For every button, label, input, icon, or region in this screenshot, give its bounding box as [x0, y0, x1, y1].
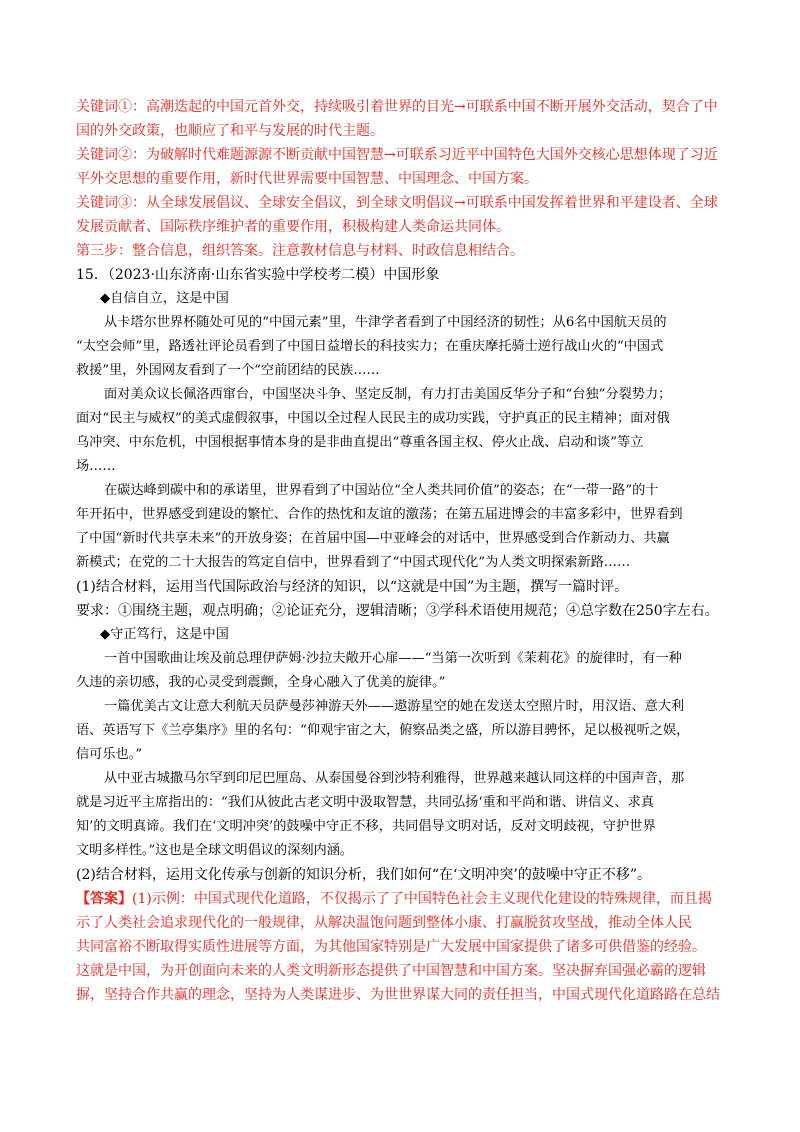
paragraph-line: 救援”里，外国网友看到了一个“空前团结的民族…… — [76, 363, 380, 378]
material-paragraph-6 — [76, 767, 726, 863]
material-paragraph-2 — [76, 383, 726, 479]
paragraph-line: 新模式；在党的二十大报告的笃定自信中，世界看到了“中国式现代化”为人类文明探索新路…… — [76, 555, 631, 570]
requirements: 要求：①围绕主题，观点明确；②论证充分，逻辑清晰；③学科术语使用规范；④总字数在250字左右。 — [76, 603, 719, 619]
sub-question-2: (2)结合材料，运用文化传承与创新的知识分析，我们如何“在‘文明冲突’的鼓噪中守正不移”。 — [76, 867, 652, 883]
paragraph-line: 从中亚古城撒马尔罕到印尼巴厘岛、从泰国曼谷到沙特利雅得，世界越来越认同这样的中国声音，那 — [104, 771, 685, 786]
paragraph-line: 语、英语写下《兰亭集序》里的名句：“仰观宇宙之大，俯察品类之盛，所以游目骋怀，足以极视听之娱， — [76, 723, 690, 738]
paragraph-line: 从卡塔尔世界杯随处可见的“中国元素”里，牛津学者看到了中国经济的韧性；从6名中国航天员的 — [104, 315, 667, 330]
keyword-3-line-2: 发展贡献者、国际秩序维护者的重要作用，积极构建人类命运共同体。 — [76, 219, 510, 235]
paragraph-line: 知’的文明真谛。我们在‘文明冲突’的鼓噪中守正不移，共同倡导文明对话，反对文明歧视，守护世界 — [76, 819, 656, 834]
keyword-2-line-2: 平外交思想的重要作用，新时代世界需要中国智慧、中国理念、中国方案。 — [76, 171, 538, 187]
keyword-3 — [76, 191, 726, 239]
section-2-title: ◆守正笃行，这是中国 — [100, 627, 229, 642]
answer-line: 这就是中国，为开创面向未来的人类文明新形态提供了中国智慧和中国方案。坚决摒弃国强必霸的逻辑 — [76, 963, 706, 979]
step-3: 第三步：整合信息，组织答案。注意教材信息与材料、时政信息相结合。 — [76, 243, 524, 259]
keyword-2 — [76, 143, 726, 191]
paragraph-line: 了中国“新时代共享未来”的开放身姿；在首届中国—中亚峰会的对话中，世界感受到合作新动力、共赢 — [76, 531, 670, 546]
material-paragraph-5 — [76, 695, 726, 767]
keyword-1 — [76, 95, 726, 143]
material-paragraph-4 — [76, 647, 726, 695]
answer-line-1 — [76, 887, 726, 911]
answer-block — [76, 887, 726, 1007]
sub-question-1: (1)结合材料，运用当代国际政治与经济的知识，以“这就是中国”为主题，撰写一篇时评。 — [76, 579, 629, 595]
paragraph-line: 就是习近平主席指出的：“我们从彼此古老文明中汲取智慧，共同弘扬‘重和平尚和谐、讲信义、求真 — [76, 795, 654, 810]
paragraph-line: 面对“民主与威权”的美式虚假叙事，中国以全过程人民民主的成功实践，守护真正的民主精神；面对俄 — [76, 411, 670, 426]
answer-line: 摒，坚持合作共赢的理念，坚持为人类谋进步、为世世界谋大同的责任担当，中国式现代化道路路在总结 — [76, 987, 720, 1003]
paragraph-line: 文明多样性。”这也是全球文明倡议的深刻内涵。 — [76, 843, 354, 858]
keyword-1-line-1: 关键词①：高潮迭起的中国元首外交，持续吸引着世界的目光→可联系中国不断开展外交活动，契合了中 — [76, 99, 718, 115]
paragraph-line: 在碳达峰到碳中和的承诺里，世界看到了中国站位“全人类共同价值”的姿态；在“一带一路”的十 — [104, 483, 659, 498]
material-paragraph-1 — [76, 311, 726, 383]
keyword-1-line-2: 国的外交政策，也顺应了和平与发展的时代主题。 — [76, 123, 384, 139]
answer-tag: 【答案】 — [76, 891, 132, 907]
paragraph-line: 一篇优美古文让意大利航天员萨曼莎神游天外——遨游星空的她在发送太空照片时，用汉语、意大利 — [104, 699, 685, 714]
paragraph-line: 场…… — [76, 459, 116, 474]
document-body — [76, 95, 726, 1007]
material-paragraph-3 — [76, 479, 726, 575]
paragraph-line: 一首中国歌曲让埃及前总理伊萨姆·沙拉夫敞开心扉——“当第一次听到《茉莉花》的旋律时，有一种 — [104, 651, 682, 666]
section-1-title: ◆自信自立，这是中国 — [100, 291, 229, 306]
paragraph-line: 面对美众议长佩洛西窜台，中国坚决斗争、坚定反制，有力打击美国反华分子和“台独”分裂势力； — [104, 387, 672, 402]
paragraph-line: “太空会师”里，路透社评论员看到了中国日益增长的科技实力；在重庆摩托骑士逆行战山火的“中国式 — [76, 339, 664, 354]
paragraph-line: 久违的亲切感，我的心灵受到震颤，全身心融入了优美的旋律。” — [76, 675, 446, 690]
paragraph-line: 乌冲突、中东危机，中国根据事情本身的是非曲直提出“尊重各国主权、停火止战、启动和谈”等立 — [76, 435, 644, 450]
paragraph-line: 信可乐也。” — [76, 747, 143, 762]
question-header: 15．（2023·山东济南·山东省实验中学校考二模）中国形象 — [76, 267, 440, 283]
answer-line: 共同富裕不断取得实质性进展等方面，为其他国家特别是广大发展中国家提供了诸多可供借鉴的经验。 — [76, 939, 706, 955]
answer-line: 示了人类社会追求现代化的一般规律，从解决温饱问题到整体小康、打赢脱贫攻坚战，推动全体人民 — [76, 915, 692, 931]
keyword-2-line-1: 关键词②：为破解时代难题源源不断贡献中国智慧→可联系习近平中国特色大国外交核心思想体现了习近 — [76, 147, 718, 163]
paragraph-line: 年开拓中，世界感受到建设的繁忙、合作的热忱和友谊的激荡；在第五届进博会的丰富多彩中，世界看到 — [76, 507, 683, 522]
keyword-3-line-1: 关键词③：从全球发展倡议、全球安全倡议，到全球文明倡议→可联系中国发挥着世界和平建设者、全球 — [76, 195, 718, 211]
answer-text: (1)示例：中国式现代化道路，不仅揭示了了中国特色社会主义现代化建设的特殊规律，而且揭 — [132, 891, 712, 907]
